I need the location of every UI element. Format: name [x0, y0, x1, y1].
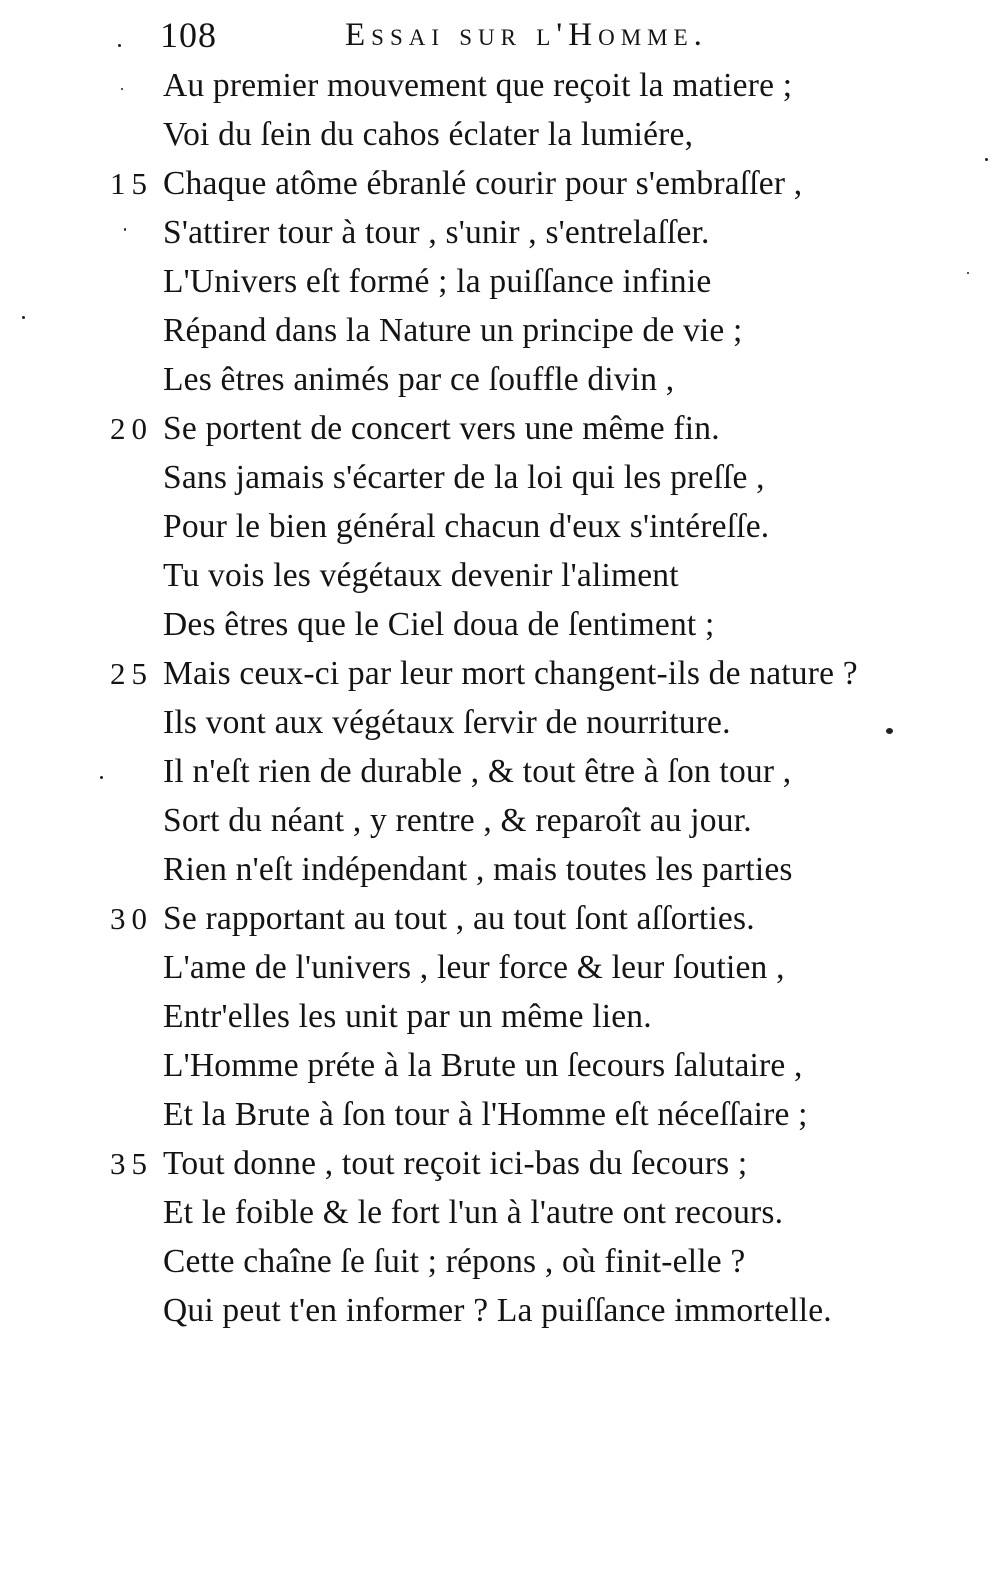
verse-text: Qui peut t'en informer ? La puiſſance immortelle. — [163, 1292, 832, 1329]
verse-line — [0, 208, 1000, 257]
ink-speck — [22, 316, 25, 319]
verse-line — [0, 698, 1000, 747]
verse-text: Rien n'eſt indépendant , mais toutes les parties — [163, 851, 793, 888]
verse-text: Se rapportant au tout , au tout ſont aſſorties. — [163, 900, 755, 937]
verse-line — [0, 502, 1000, 551]
verse-line — [0, 306, 1000, 355]
verse-text: Et le foible & le fort l'un à l'autre ont recours. — [163, 1194, 784, 1231]
running-title: Essai sur l'Homme. — [345, 17, 708, 53]
verse-text: Sans jamais s'écarter de la loi qui les preſſe , — [163, 459, 765, 496]
line-number: 20 — [110, 411, 153, 446]
verse-line — [0, 1188, 1000, 1237]
verse-line — [0, 1286, 1000, 1335]
verse-line — [0, 992, 1000, 1041]
verse-line — [0, 1041, 1000, 1090]
verse-line — [0, 257, 1000, 306]
verse-line — [0, 110, 1000, 159]
verse-text: Et la Brute à ſon tour à l'Homme eſt néceſſaire ; — [163, 1096, 808, 1133]
verse-text: Voi du ſein du cahos éclater la lumiére, — [163, 116, 694, 153]
line-number: 15 — [110, 166, 153, 201]
verse-text: Tout donne , tout reçoit ici-bas du ſecours ; — [163, 1145, 748, 1182]
line-number: 25 — [110, 656, 153, 691]
verse-text: Entr'elles les unit par un même lien. — [163, 998, 652, 1035]
ink-speck — [124, 228, 126, 231]
poem-text — [0, 61, 1000, 1335]
verse-line — [0, 61, 1000, 110]
verse-line — [0, 894, 1000, 943]
running-head — [0, 12, 1000, 58]
line-number: 35 — [110, 1146, 153, 1181]
verse-line — [0, 1090, 1000, 1139]
verse-line — [0, 943, 1000, 992]
verse-text: Mais ceux-ci par leur mort changent-ils de nature ? — [163, 655, 858, 692]
line-number: 30 — [110, 901, 153, 936]
verse-text: S'attirer tour à tour , s'unir , s'entrelaſſer. — [163, 214, 710, 251]
verse-text: Chaque atôme ébranlé courir pour s'embraſſer , — [163, 165, 803, 202]
ink-speck — [118, 44, 121, 47]
ink-speck — [967, 272, 969, 274]
verse-line — [0, 796, 1000, 845]
verse-text: L'Univers eſt formé ; la puiſſance infinie — [163, 263, 712, 300]
verse-line — [0, 551, 1000, 600]
verse-line — [0, 355, 1000, 404]
verse-text: Les êtres animés par ce ſouffle divin , — [163, 361, 675, 398]
page-number: 108 — [160, 15, 217, 55]
verse-text: Des êtres que le Ciel doua de ſentiment ; — [163, 606, 715, 643]
verse-line — [0, 649, 1000, 698]
verse-line — [0, 1139, 1000, 1188]
verse-line — [0, 404, 1000, 453]
ink-speck — [100, 776, 103, 779]
verse-line — [0, 453, 1000, 502]
verse-line — [0, 747, 1000, 796]
verse-text: Cette chaîne ſe ſuit ; répons , où finit-elle ? — [163, 1243, 746, 1280]
verse-line — [0, 600, 1000, 649]
verse-text: Au premier mouvement que reçoit la matiere ; — [163, 67, 793, 104]
verse-text: Pour le bien général chacun d'eux s'intéreſſe. — [163, 508, 770, 545]
verse-line — [0, 159, 1000, 208]
verse-text: Il n'eſt rien de durable , & tout être à ſon tour , — [163, 753, 792, 790]
verse-text: L'ame de l'univers , leur force & leur ſoutien , — [163, 949, 785, 986]
ink-speck — [886, 728, 893, 734]
verse-text: Sort du néant , y rentre , & reparoît au jour. — [163, 802, 752, 839]
verse-line — [0, 1237, 1000, 1286]
verse-text: L'Homme préte à la Brute un ſecours ſalutaire , — [163, 1047, 803, 1084]
verse-line — [0, 845, 1000, 894]
verse-text: Se portent de concert vers une même fin. — [163, 410, 720, 447]
verse-text: Tu vois les végétaux devenir l'aliment — [163, 557, 679, 594]
verse-text: Ils vont aux végétaux ſervir de nourriture. — [163, 704, 731, 741]
verse-text: Répand dans la Nature un principe de vie ; — [163, 312, 743, 349]
ink-speck — [121, 88, 123, 90]
ink-speck — [985, 158, 988, 161]
